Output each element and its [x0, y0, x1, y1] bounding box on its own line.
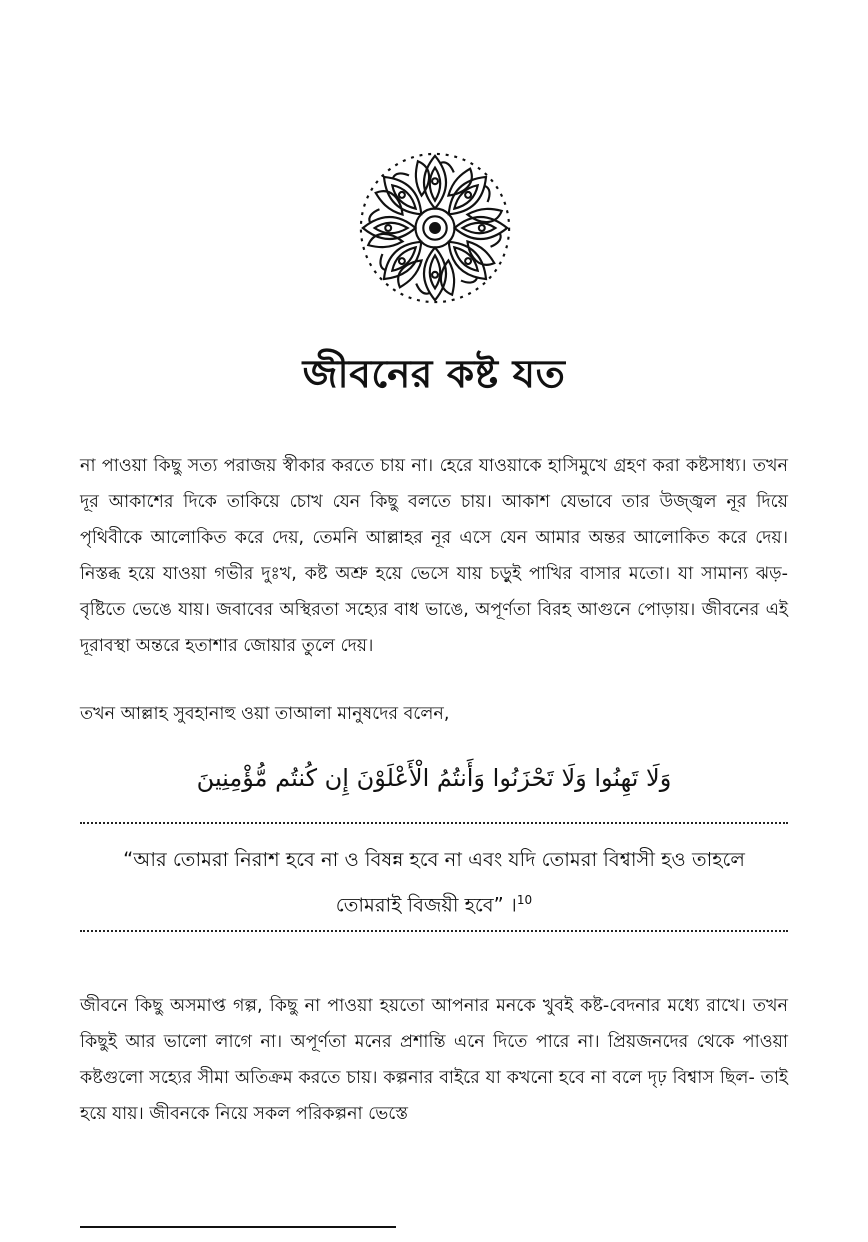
body-paragraph-2: জীবনে কিছু অসমাপ্ত গল্প, কিছু না পাওয়া হয়তো আপনার মনকে খুবই কষ্ট-বেদনার মধ্যে রাখে। তখন কিছুই আর ভালো লাগে না। অপূর্ণতা মনের প্রশান্তি এনে দিতে পারে না। প্রিয়জনদের থেকে পাওয়া কষ্টগুলো সহ্যের সীমা অতিক্রম করতে চায়। কল্পনার বাইরে যা কখনো হবে না বলে দৃঢ় বিশ্বাস ছিল- তাই হয়ে যায়। জীবনকে নিয়ে সকল পরিকল্পনা ভেস্তে — [80, 996, 788, 1124]
arabic-verse: وَلَا تَهِنُوا وَلَا تَحْزَنُوا وَأَنتُمُ الْأَعْلَوْنَ إِن كُنتُم مُّؤْمِنِينَ — [196, 764, 672, 792]
translation-quote — [80, 840, 788, 926]
dotted-divider-bottom — [80, 930, 788, 932]
body-paragraph-1: না পাওয়া কিছু সত্য পরাজয় স্বীকার করতে চায় না। হেরে যাওয়াকে হাসিমুখে গ্রহণ করা কষ্টসাধ্য। তখন দূর আকাশের দিকে তাকিয়ে চোখ যেন কিছু বলতে চায়। আকাশ যেভাবে তার উজ্জ্বল নূর দিয়ে পৃথিবীকে আলোকিত করে দেয়, তেমনি আল্লাহর নূর এসে যেন আমার অন্তর আলোকিত করে দেয়। নিস্তব্ধ হয়ে যাওয়া গভীর দুঃখ, কষ্ট অশ্রু হয়ে ভেসে যায় চড়ুই পাখির বাসার মতো। যা সামান্য ঝড়-বৃষ্টিতে ভেঙে যায়। জবাবের অস্থিরতা সহ্যের বাধ ভাঙে, অপূর্ণতা বিরহ আগুনে পোড়ায়। জীবনের এই দূরাবস্থা অন্তরে হতাশার জোয়ার তুলে দেয়। — [80, 456, 788, 656]
dotted-divider-top — [80, 822, 788, 824]
intro-line: তখন আল্লাহ সুবহানাহু ওয়া তাআলা মানুষদের বলেন, — [80, 704, 450, 724]
quote-line-2: তোমরাই বিজয়ী হবে” । — [335, 893, 517, 917]
quote-line-1: “আর তোমরা নিরাশ হবে না ও বিষন্ন হবে না এবং যদি তোমরা বিশ্বাসী হও তাহলে — [123, 848, 745, 871]
mandala-ornament-icon — [357, 150, 513, 306]
quote-line-2-wrap — [80, 880, 788, 926]
footnote-reference[interactable]: 10 — [516, 893, 533, 907]
page-title: জীবনের কষ্ট যত — [302, 352, 566, 397]
footnote-separator — [80, 1226, 396, 1228]
